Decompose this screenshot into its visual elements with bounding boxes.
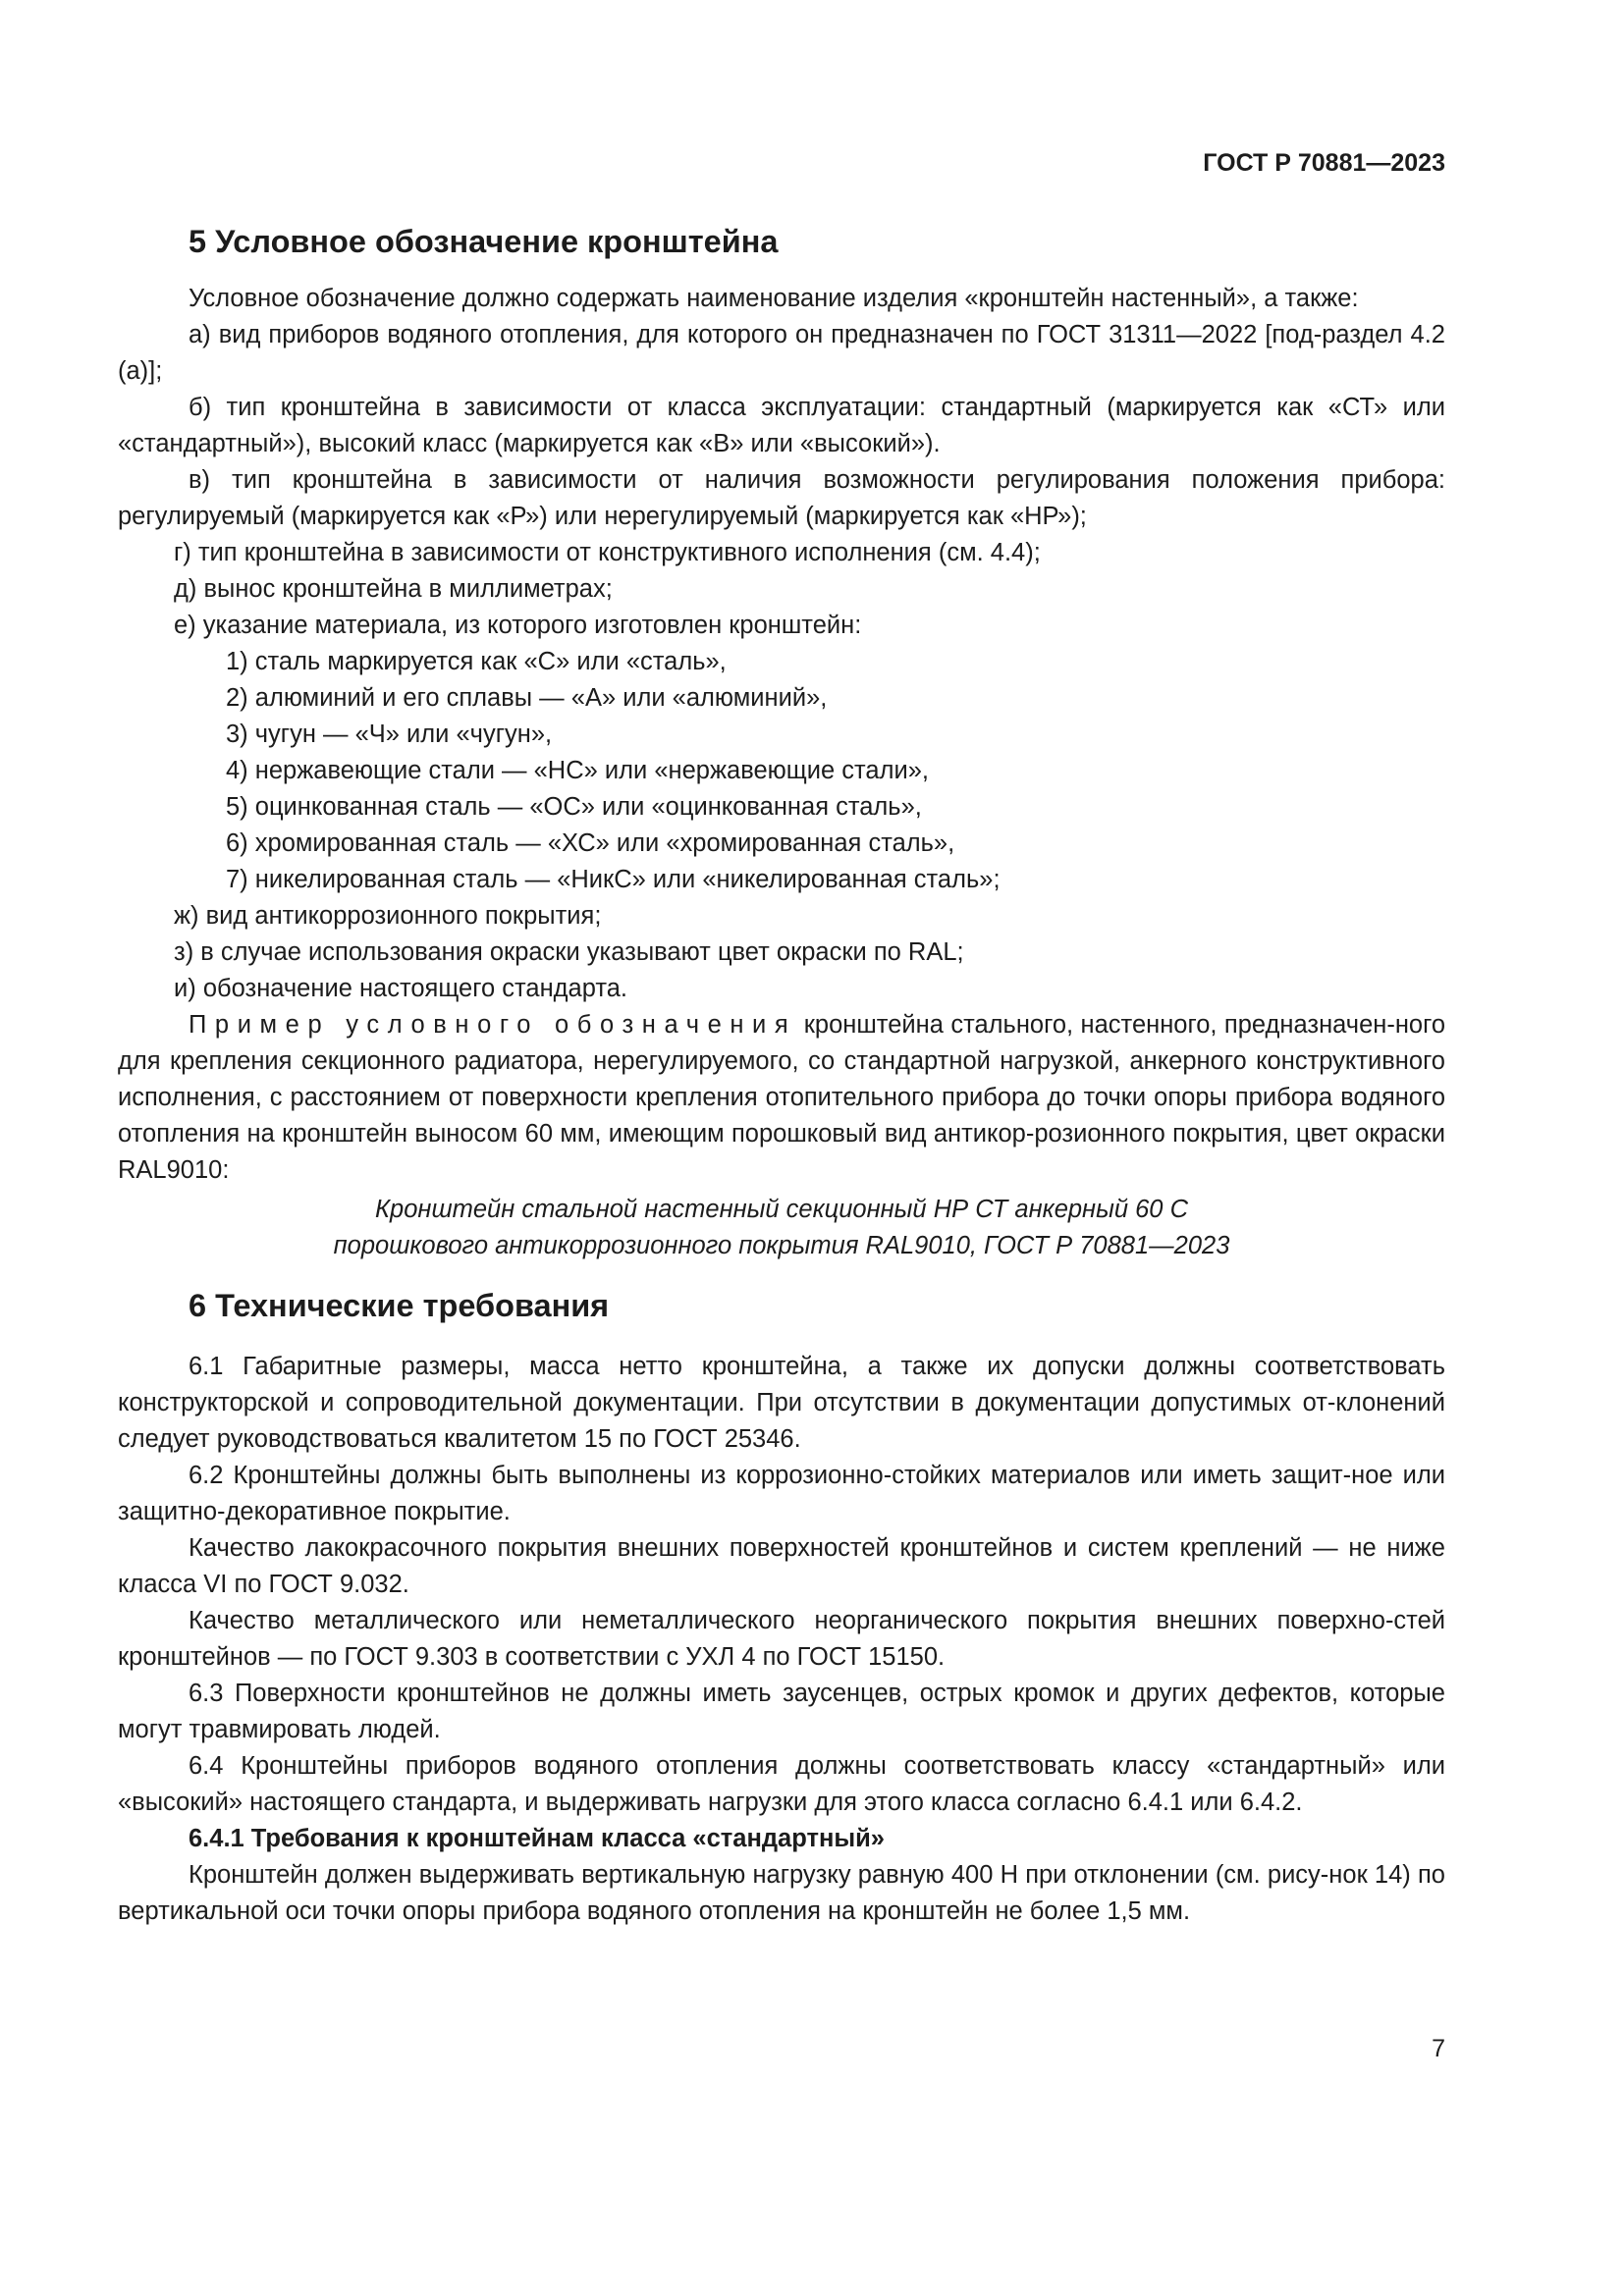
paragraph-6-2: 6.2 Кронштейны должны быть выполнены из коррозионно-стойких материалов или иметь защит-ное или защитно-декоративное покрытие. [118,1462,1445,1525]
example-designation-line-1: Кронштейн стальной настенный секционный НР СТ анкерный 60 С [375,1196,1188,1223]
example-paragraph [118,1007,1445,1189]
list-item-a: а) вид приборов водяного отопления, для которого он предназначен по ГОСТ 31311—2022 [под-раздел 4.2 (а)]; [118,321,1445,385]
list-item-e: е) указание материала, из которого изготовлен кронштейн: [174,612,862,639]
paragraph-6-1: 6.1 Габаритные размеры, масса нетто кронштейна, а также их допуски должны соответствовать конструкторской и сопроводительной документации. При отсутствии в документации допустимых от-клонений следует руководствоваться квалитетом 15 по ГОСТ 25346. [118,1353,1445,1453]
section-6-title: 6 Технические требования [189,1288,610,1323]
list-item-b: б) тип кронштейна в зависимости от класса эксплуатации: стандартный (маркируется как «СТ» или «стандартный»), высокий класс (маркируется как «В» или «высокий»). [118,394,1445,457]
list-item-i: и) обозначение настоящего стандарта. [174,975,627,1002]
list-item-g: г) тип кронштейна в зависимости от конструктивного исполнения (см. 4.4); [174,539,1041,566]
paragraph-6-3: 6.3 Поверхности кронштейнов не должны иметь заусенцев, острых кромок и других дефектов, которые могут травмировать людей. [118,1680,1445,1743]
paragraph-6-4-1: Кронштейн должен выдерживать вертикальную нагрузку равную 400 Н при отклонении (см. рису-нок 14) по вертикальной оси точки опоры прибора водяного отопления на кронштейн не более 1,5 мм. [118,1861,1445,1925]
example-lead: Пример условного обозначения [189,1011,797,1039]
material-item: 4) нержавеющие стали — «НС» или «нержавеющие стали», [226,757,929,784]
material-item: 5) оцинкованная сталь — «ОС» или «оцинкованная сталь», [226,793,922,821]
paragraph-6-2-metal: Качество металлического или неметаллического неорганического покрытия внешних поверхно-стей кронштейнов — по ГОСТ 9.303 в соответствии с УХЛ 4 по ГОСТ 15150. [118,1607,1445,1671]
material-item: 6) хромированная сталь — «ХС» или «хромированная сталь», [226,829,955,857]
list-item-d: д) вынос кронштейна в миллиметрах; [174,575,613,603]
list-item-v: в) тип кронштейна в зависимости от наличия возможности регулирования положения прибора: регулируемый (маркируется как «Р») или нерегулируемый (маркируется как «НР»); [118,466,1445,530]
section-5-title: 5 Условное обозначение кронштейна [189,224,779,259]
page-content [118,222,1445,1930]
page-number: 7 [1432,2035,1445,2062]
paragraph-6-4: 6.4 Кронштейны приборов водяного отопления должны соответствовать классу «стандартный» или «высокий» настоящего стандарта, и выдерживать нагрузки для этого класса согласно 6.4.1 или 6.4.2. [118,1752,1445,1816]
material-item: 7) никелированная сталь — «НикС» или «никелированная сталь»; [226,866,1001,893]
example-text: кронштейна стального, настенного, предназначен-ного для крепления секционного радиатора, нерегулируемого, со стандартной нагрузкой, анкерного конструктивного исполнения, с расстоянием от поверхности крепления отопительного прибора до точки опоры прибора водяного отопления на кронштейн выносом 60 мм, имеющим порошковый вид антикор-розионного покрытия, цвет окраски RAL9010: [118,1011,1446,1184]
subsection-6-4-1-title: 6.4.1 Требования к кронштейнам класса «стандартный» [189,1825,885,1852]
material-item: 3) чугун — «Ч» или «чугун», [226,721,553,748]
list-item-z: з) в случае использования окраски указывают цвет окраски по RAL; [174,938,964,966]
section-5-intro: Условное обозначение должно содержать наименование изделия «кронштейн настенный», а также: [189,285,1359,312]
paragraph-6-2-paint: Качество лакокрасочного покрытия внешних поверхностей кронштейнов и систем креплений — не ниже класса VI по ГОСТ 9.032. [118,1534,1445,1598]
document-number-header: ГОСТ Р 70881—2023 [1203,149,1445,177]
example-designation-line-2: порошкового антикоррозионного покрытия RAL9010, ГОСТ Р 70881—2023 [333,1232,1230,1259]
material-item: 2) алюминий и его сплавы — «А» или «алюминий», [226,684,828,712]
list-item-zh: ж) вид антикоррозионного покрытия; [174,902,602,930]
material-item: 1) сталь маркируется как «С» или «сталь», [226,648,727,675]
